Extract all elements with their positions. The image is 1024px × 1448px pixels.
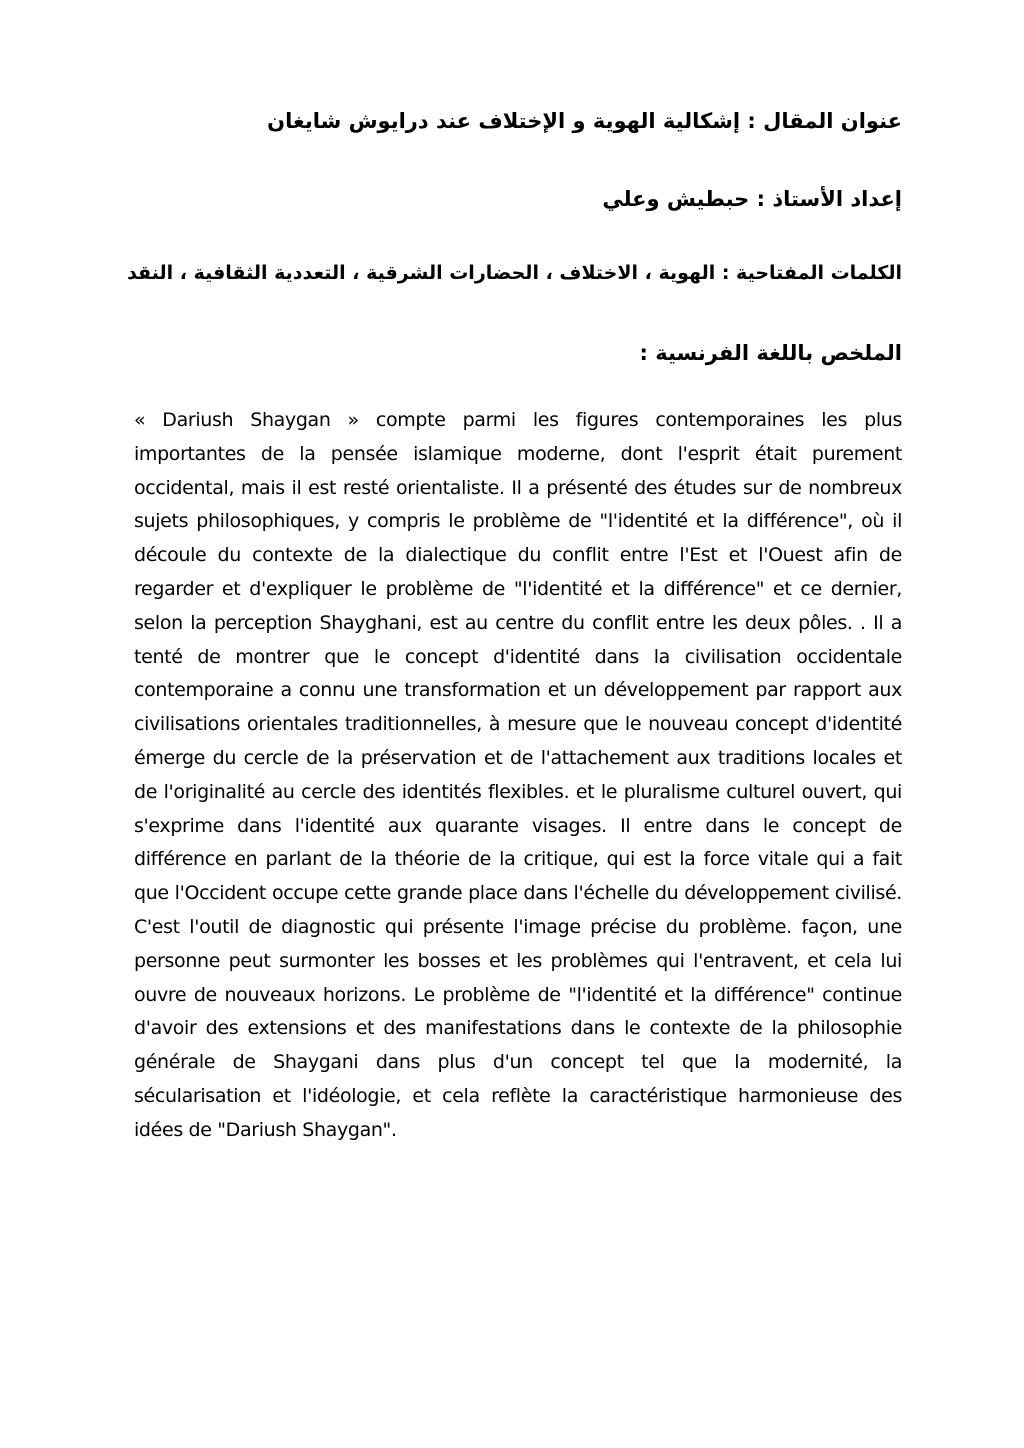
author-line: إعداد الأستاذ : حبطيش وعلي (602, 187, 902, 211)
abstract-paragraph: « Dariush Shaygan » compte parmi les figures contemporaines les plus importantes de la pensée islamique moderne, dont l'esprit était purement occidental, mais il est resté orientaliste. Il a présenté des études sur de nombreux sujets philosophiques, y compris le problème de "l'identité et la différence", où il découle du contexte de la dialectique du conflit entre l'Est et l'Ouest afin de regarder et d'expliquer le problème de "l'identité et la différence" et ce dernier, selon la perception Shayghani, est au centre du conflit entre les deux pôles. . Il a tenté de montrer que le concept d'identité dans la civilisation occidentale contemporaine a connu une transformation et un développement par rapport aux civilisations orientales traditionnelles, à mesure que le nouveau concept d'identité émerge du cercle de la préservation et de l'attachement aux traditions locales et de l'originalité au cercle des identités flexibles. et le pluralisme culturel ouvert, qui s'exprime dans l'identité aux quarante visages. Il entre dans le concept de différence en parlant de la théorie de la critique, qui est la force vitale qui a fait que l'Occident occupe cette grande place dans l'échelle du développement civilisé. C'est l'outil de diagnostic qui présente l'image précise du problème. façon, une personne peut surmonter les bosses et les problèmes qui l'entravent, et cela lui ouvre de nouveaux horizons. Le problème de "l'identité et la différence" continue d'avoir des extensions et des manifestations dans le contexte de la philosophie générale de Shaygani dans plus d'un concept tel que la modernité, la sécularisation et l'idéologie, et cela reflète la caractéristique harmonieuse des idées de "Dariush Shaygan". (134, 409, 902, 1141)
article-title: عنوان المقال : إشكالية الهوية و الإختلاف عند درايوش شايغان (267, 109, 902, 133)
keywords-line: الكلمات المفتاحية : الهوية ، الاختلاف ، الحضارات الشرقية ، التعددية الثقافية ، النقد (127, 262, 902, 284)
abstract-heading: الملخص باللغة الفرنسية : (639, 341, 902, 365)
